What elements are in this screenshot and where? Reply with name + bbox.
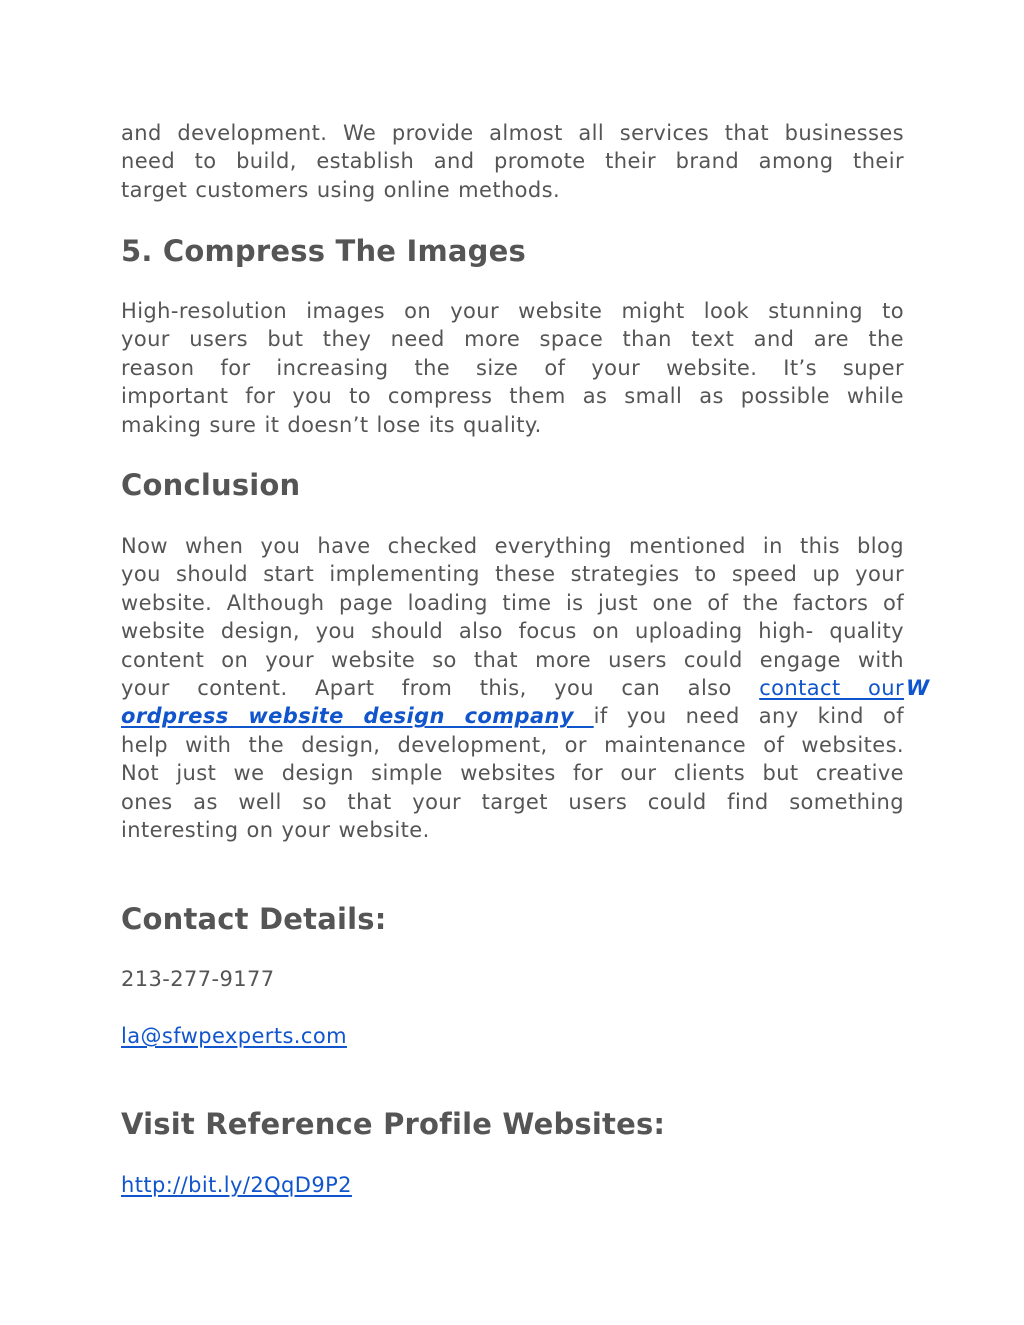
conclusion-line: website design, you should also focus on uploading high- quality: [121, 619, 904, 644]
section5-line: your users but they need more space than text and are the: [121, 327, 904, 352]
wordpress-design-company-link[interactable]: ordpress website design company: [121, 704, 594, 729]
section5-line: High-resolution images on your website might look stunning to: [121, 299, 904, 323]
conclusion-line7-text: if you need any kind of: [593, 704, 904, 729]
conclusion-line-with-link: [121, 674, 904, 702]
conclusion-heading: Conclusion: [121, 468, 301, 502]
conclusion-paragraph: [121, 532, 904, 844]
section5-line: important for you to compress them as small as possible while: [121, 384, 904, 409]
reference-heading: Visit Reference Profile Websites:: [121, 1107, 666, 1141]
conclusion-line: help with the design, development, or maintenance of websites.: [121, 732, 904, 757]
contact-heading: Contact Details:: [121, 902, 387, 936]
conclusion-line: Now when you have checked everything mentioned in this blog: [121, 534, 904, 558]
intro-paragraph: [121, 119, 904, 204]
intro-line: target customers using online methods.: [121, 177, 561, 202]
intro-line: need to build, establish and promote their brand among their: [121, 149, 904, 174]
section5-heading: 5. Compress The Images: [121, 234, 526, 268]
wordpress-link-first-letter[interactable]: W: [906, 676, 930, 700]
intro-line: and development. We provide almost all services that businesses: [121, 121, 904, 145]
conclusion-line: website. Although page loading time is just one of the factors of: [121, 590, 904, 615]
conclusion-line: content on your website so that more users could engage with: [121, 647, 904, 672]
section5-line: reason for increasing the size of your website. It’s super: [121, 355, 904, 380]
reference-url-link[interactable]: http://bit.ly/2QqD9P2: [121, 1173, 352, 1197]
conclusion-line: ones as well so that your target users could find something: [121, 789, 904, 814]
section5-line: making sure it doesn’t lose its quality.: [121, 412, 542, 437]
conclusion-line-with-link: [121, 702, 904, 730]
contact-email-line: [121, 1022, 347, 1050]
reference-url-line: [121, 1171, 352, 1199]
section5-paragraph: [121, 297, 904, 439]
contact-phone: 213-277-9177: [121, 967, 275, 991]
contact-email-link[interactable]: la@sfwpexperts.com: [121, 1024, 347, 1048]
conclusion-line: Not just we design simple websites for our clients but creative: [121, 761, 904, 786]
conclusion-line: you should start implementing these strategies to speed up your: [121, 562, 904, 587]
conclusion-line6-text: your content. Apart from this, you can also: [121, 676, 760, 701]
conclusion-line: interesting on your website.: [121, 818, 430, 843]
contact-our-link[interactable]: contact our: [759, 676, 904, 701]
